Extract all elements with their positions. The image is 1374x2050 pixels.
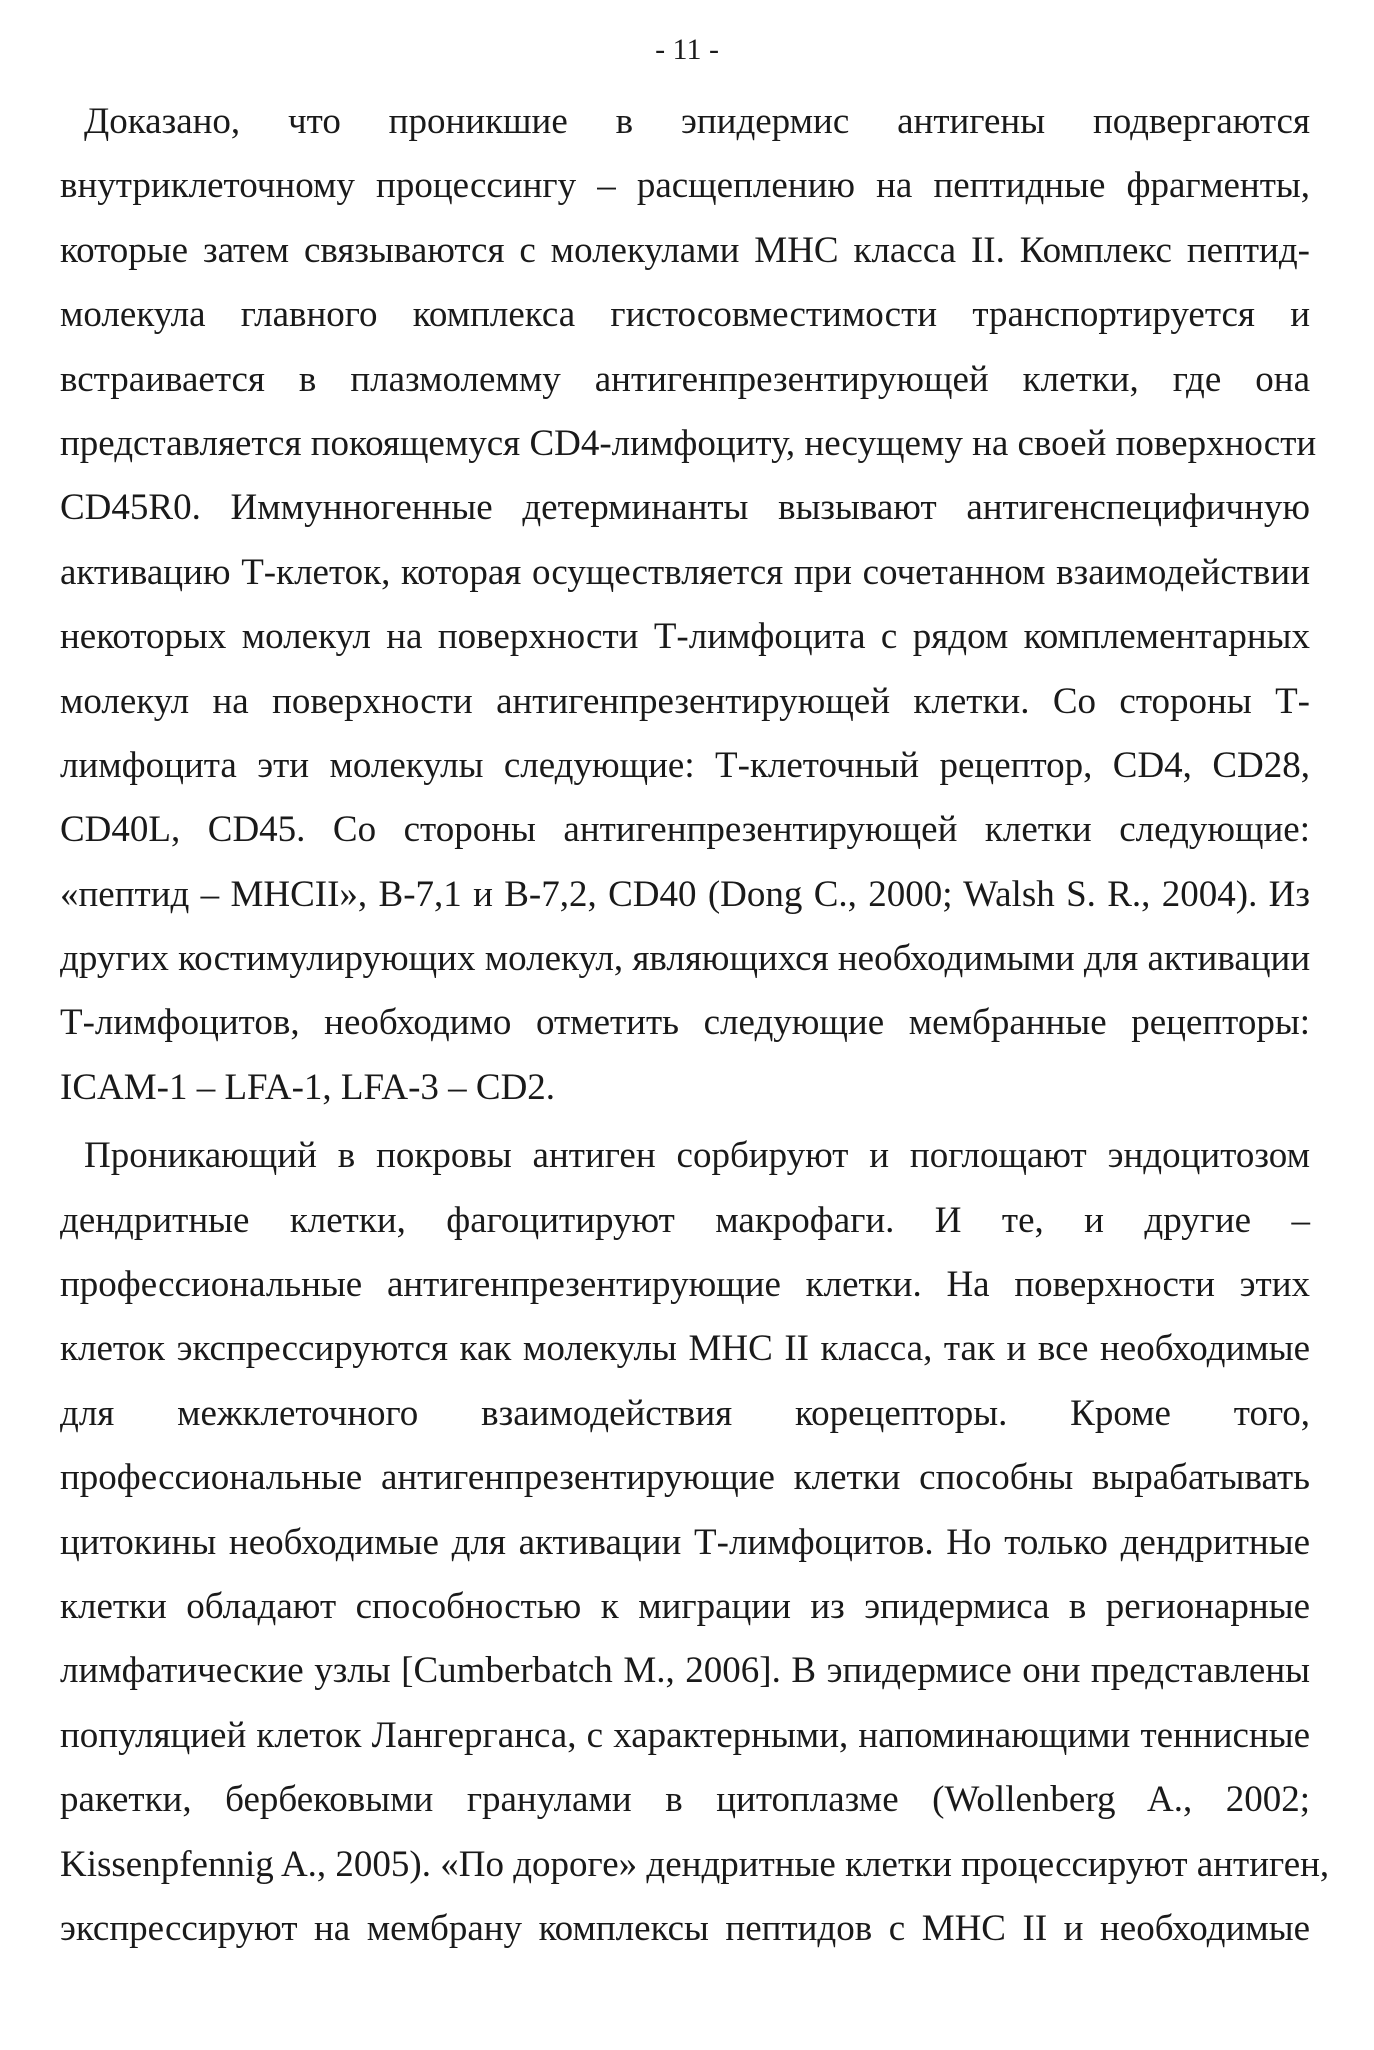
text-line: молекула главного комплекса гистосовместимости транспортируется и <box>60 294 1310 336</box>
text-line: ракетки, бербековыми гранулами в цитоплазме (Wollenberg A., 2002; <box>60 1779 1310 1821</box>
text-line: встраивается в плазмолемму антигенпрезентирующей клетки, где она <box>60 358 1310 400</box>
paragraph <box>60 1124 1330 1961</box>
document-body <box>60 90 1330 1961</box>
text-line: Т-лимфоцитов, необходимо отметить следующие мембранные рецепторы: <box>60 1002 1310 1044</box>
text-line: экспрессируют на мембрану комплексы пептидов с МНС II и необходимые <box>60 1907 1310 1949</box>
text-line: клетки обладают способностью к миграции из эпидермиса в регионарные <box>60 1585 1310 1627</box>
text-line: «пептид – МНСII», В-7,1 и В-7,2, CD40 (Dong C., 2000; Walsh S. R., 2004). Из <box>60 873 1310 915</box>
text-line: дендритные клетки, фагоцитируют макрофаги. И те, и другие – <box>60 1199 1310 1241</box>
text-line: некоторых молекул на поверхности Т-лимфоцита с рядом комплементарных <box>60 616 1310 658</box>
text-line: для межклеточного взаимодействия корецепторы. Кроме того, <box>60 1392 1310 1434</box>
text-line: клеток экспрессируются как молекулы МНС II класса, так и все необходимые <box>60 1328 1310 1370</box>
text-line: Доказано, что проникшие в эпидермис антигены подвергаются <box>84 101 1310 142</box>
text-line: молекул на поверхности антигенпрезентирующей клетки. Со стороны Т- <box>60 680 1310 722</box>
text-line: представляется покоящемуся CD4-лимфоциту, несущему на своей поверхности <box>60 422 1317 464</box>
text-line: внутриклеточному процессингу – расщеплению на пептидные фрагменты, <box>60 165 1310 207</box>
text-line: ICAM-1 – LFA-1, LFA-3 – CD2. <box>60 1066 556 1108</box>
page-number: - 11 - <box>655 33 719 66</box>
text-line: профессиональные антигенпрезентирующие клетки. На поверхности этих <box>60 1264 1310 1306</box>
text-line: которые затем связываются с молекулами МНС класса II. Комплекс пептид- <box>60 229 1310 271</box>
text-line: Kissenpfennig A., 2005). «По дороге» дендритные клетки процессируют антиген, <box>60 1843 1330 1885</box>
text-line: активацию Т-клеток, которая осуществляется при сочетанном взаимодействии <box>60 551 1310 593</box>
text-line: цитокины необходимые для активации Т-лимфоцитов. Но только дендритные <box>60 1521 1310 1563</box>
text-line: Проникающий в покровы антиген сорбируют и поглощают эндоцитозом <box>84 1135 1310 1177</box>
text-line: CD45R0. Иммунногенные детерминанты вызывают антигенспецифичную <box>60 487 1310 529</box>
paragraph <box>60 90 1317 1120</box>
text-line: CD40L, CD45. Со стороны антигенпрезентирующей клетки следующие: <box>60 809 1310 851</box>
text-line: профессиональные антигенпрезентирующие клетки способны вырабатывать <box>60 1457 1310 1499</box>
text-line: лимфоцита эти молекулы следующие: Т-клеточный рецептор, CD4, CD28, <box>60 744 1310 786</box>
text-line: популяцией клеток Лангерганса, с характерными, напоминающими теннисные <box>60 1714 1310 1756</box>
text-line: других костимулирующих молекул, являющихся необходимыми для активации <box>60 938 1311 980</box>
text-line: лимфатические узлы [Cumberbatch M., 2006]. В эпидермисе они представлены <box>60 1650 1310 1692</box>
